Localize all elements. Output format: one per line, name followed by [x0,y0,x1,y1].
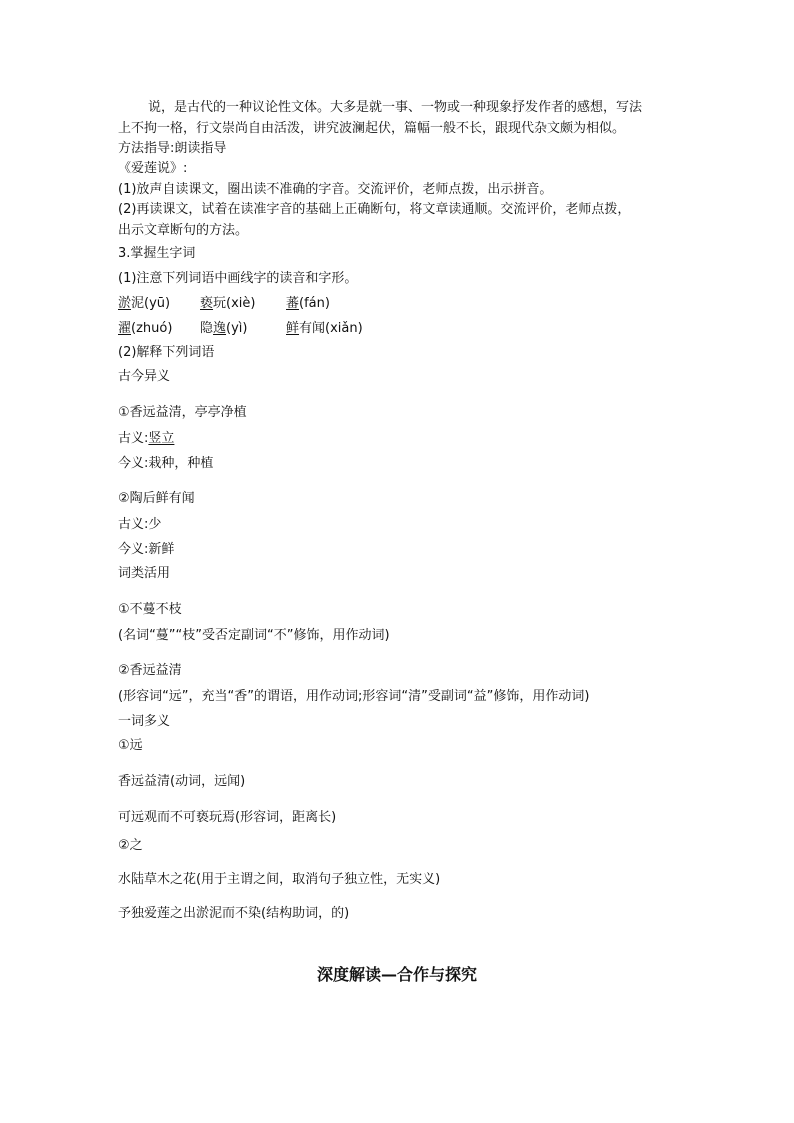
vocab-word-6 [286,320,363,338]
gujin-item-2-new: 今义:新鲜 [118,542,175,557]
vocab-plain-char: 隐 [200,321,214,336]
vocab-rest: 泥(yū) [131,296,171,311]
gujin-item-2-old: 古义:少 [118,517,162,532]
vocab-word-5 [200,320,247,338]
vocab-underlined-char: 亵 [200,296,214,311]
vocab-word-3 [286,295,330,313]
method-guide: 方法指导:朗读指导 [118,141,227,156]
gujin-item-1-old [118,430,174,448]
section-3-1: (1)注意下列词语中画线字的读音和字形。 [118,271,358,286]
vocab-rest: (yì) [226,321,248,336]
cilei-item-1-explanation: (名词“蔓”“枝”受否定副词“不”修饰，用作动词) [118,628,390,643]
vocab-underlined-char: 濯 [118,321,132,336]
reading-step-2-line-2: 出示文章断句的方法。 [118,223,249,238]
vocab-rest: 有闻(xiǎn) [299,321,363,336]
reading-step-1: (1)放声自读课文，圈出读不准确的字音。交流评价，老师点拨，出示拼音。 [118,182,553,197]
vocab-underlined-char: 淤 [118,296,132,311]
yici-item-1-example-a: 香远益清(动词，远闻) [118,774,246,789]
section-3-2: (2)解释下列词语 [118,345,215,360]
cilei-item-1: ①不蔓不枝 [118,602,182,617]
gujin-item-1: ①香远益清，亭亭净植 [118,405,247,420]
yici-heading: 一词多义 [118,714,171,729]
yici-item-1-example-b: 可远观而不可亵玩焉(形容词，距离长) [118,810,337,825]
yici-item-2-example-a: 水陆草木之花(用于主谓之间，取消句子独立性，无实义) [118,872,441,887]
cilei-heading: 词类活用 [118,566,171,581]
vocab-underlined-char: 鲜 [286,321,300,336]
section-heading: 深度解读—合作与探究 [316,965,477,984]
vocab-underlined-char: 逸 [213,321,227,336]
section-3-heading: 3.掌握生字词 [118,246,196,261]
yici-item-2: ②之 [118,838,143,853]
gujin-item-1-new: 今义:栽种，种植 [118,456,214,471]
vocab-word-1 [118,295,170,313]
vocab-rest: (zhuó) [131,321,173,336]
intro-line-1: 说，是古代的一种议论性文体。大多是就一事、一物或一种现象抒发作者的感想，写法 [148,100,643,115]
cilei-item-2-explanation: (形容词“远”，充当“香”的谓语，用作动词;形容词“清”受副词“益”修饰，用作动词) [118,689,590,704]
title-reference: 《爱莲说》: [118,161,188,176]
yici-item-1: ①远 [118,738,143,753]
vocab-row-1 [118,295,518,313]
gujin-item-2: ②陶后鲜有闻 [118,491,195,506]
vocab-rest: 玩(xiè) [213,296,256,311]
old-meaning-label: 古义: [118,431,149,446]
vocab-rest: (fán) [299,296,330,311]
gujin-heading: 古今异义 [118,369,171,384]
vocab-row-2 [118,320,518,338]
cilei-item-2: ②香远益清 [118,663,182,678]
old-meaning-value: 竖立 [148,431,175,446]
intro-line-2: 上不拘一格，行文崇尚自由活泼，讲究波澜起伏，篇幅一般不长，跟现代杂文颇为相似。 [118,121,626,136]
yici-item-2-example-b: 予独爱莲之出淤泥而不染(结构助词，的) [118,906,350,921]
vocab-underlined-char: 蕃 [286,296,300,311]
vocab-word-2 [200,295,255,313]
reading-step-2-line-1: (2)再读课文，试着在读准字音的基础上正确断句，将文章读通顺。交流评价，老师点拨， [118,202,631,217]
vocab-word-4 [118,320,172,338]
